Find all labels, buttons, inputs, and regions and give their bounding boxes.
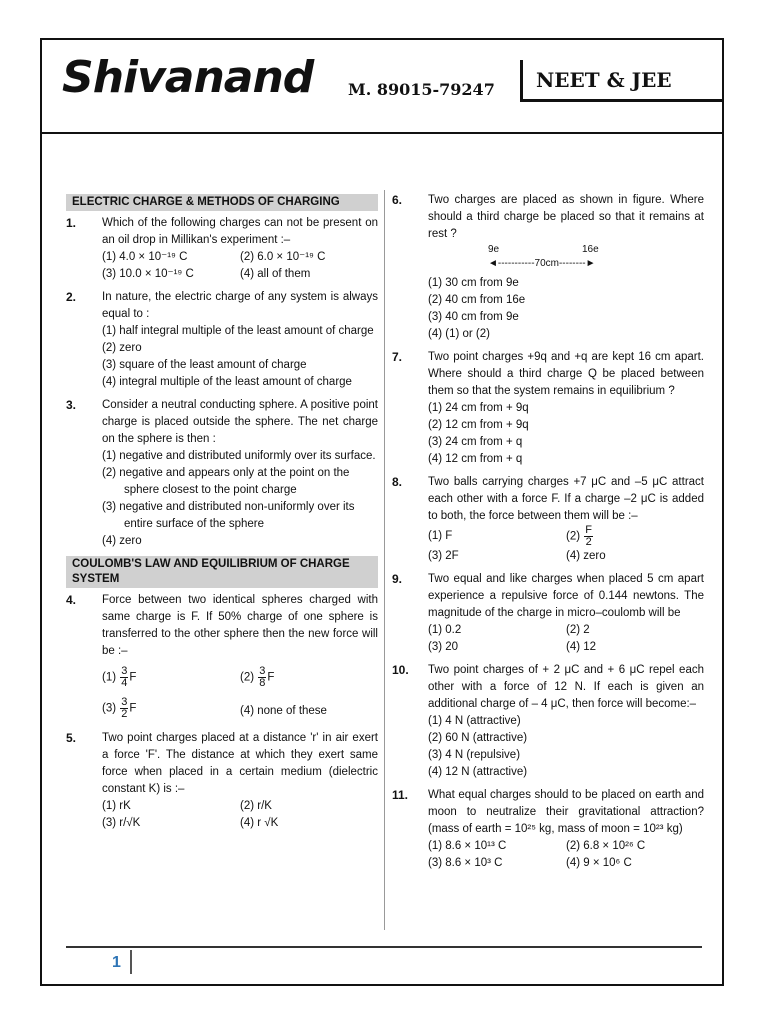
section-heading: ELECTRIC CHARGE & METHODS OF CHARGING [66,194,378,211]
option: (4) all of them [240,268,311,280]
option: (3) 24 cm from + q [428,436,523,448]
option: (3) 2F [428,550,459,562]
option: (1) 24 cm from + 9q [428,402,529,414]
option: (3) square of the least amount of charge [102,359,307,371]
question-6 [392,192,704,343]
question-3 [66,397,378,550]
fraction: $\frac{3}{2}$ [121,696,128,720]
question-text: Force between two identical spheres charged with same charge is F. If 50% charge of one sphere is transferred to the other sphere then the new force will be :– [102,594,378,657]
question-10 [392,662,704,781]
question-text: What equal charges should to be placed on earth and moon to neutralize their gravitational attraction? (mass of earth = 10²⁵ kg, mass of moon = 10²³ kg) [428,789,704,835]
section-heading: COULOMB'S LAW AND EQUILIBRIUM OF CHARGE SYSTEM [66,556,378,588]
option: (2) 60 N (attractive) [428,732,528,744]
option: (1) 30 cm from 9e [428,277,519,289]
option: (1) 4 N (attractive) [428,715,521,727]
option: (2) 40 cm from 16e [428,294,526,306]
question-number: 3. [66,398,77,412]
option: (1) 4.0 × 10⁻¹⁹ C [102,251,188,263]
question-text: Consider a neutral conducting sphere. A positive point charge is placed outside the sphere. The net charge on the sphere is then : [102,399,378,445]
option: (2) negative and appears only at the point on the sphere closest to the point charge [102,467,350,496]
question-text: Two balls carrying charges +7 μC and –5 μC attract each other with a force F. If a charge –2 μC is added to both, the force between them will be :– [428,476,704,522]
question-4 [66,592,378,720]
option: (2) $\frac{F}{2}$ [566,524,592,548]
figure-label: 16e [582,244,599,255]
question-11 [392,787,704,872]
distance-arrow: ◄-----------70cm--------► [488,258,596,269]
option: (1) F [428,530,453,542]
exam-title: NEET & JEE [536,68,672,92]
question-text: Two point charges +9q and +q are kept 16 cm apart. Where should a third charge Q be placed between them so that the system remains in equilibrium ? [428,351,704,397]
option: (4) r √K [240,817,279,829]
question-number: 6. [392,193,403,207]
option: (2) 6.0 × 10⁻¹⁹ C [240,251,326,263]
header-divider [42,132,722,134]
option: (4) 12 cm from + q [428,453,523,465]
option: (2) 2 [566,624,590,636]
option: (3) 8.6 × 10³ C [428,857,503,869]
charge-figure [488,241,608,271]
page-number-bar [130,950,132,974]
column-divider [384,190,385,930]
question-number: 9. [392,572,403,586]
option: (1) 0.2 [428,624,462,636]
option: (3) 10.0 × 10⁻¹⁹ C [102,268,194,280]
brand-logo: Shivanand [62,52,314,103]
option: (2) 12 cm from + 9q [428,419,529,431]
question-text: In nature, the electric charge of any system is always equal to : [102,291,378,320]
question-5 [66,730,378,832]
option: (2) r/K [240,800,272,812]
question-1 [66,215,378,283]
question-number: 1. [66,216,77,230]
footer-divider [66,946,702,948]
option: (1) rK [102,800,131,812]
option: (3) 40 cm from 9e [428,311,519,323]
fraction: $\frac{3}{4}$ [121,665,128,689]
question-text: Which of the following charges can not be present on an oil drop in Millikan's experiment :– [102,217,378,246]
right-column [392,192,704,878]
question-8 [392,474,704,565]
question-text: Two point charges of + 2 μC and + 6 μC repel each other with a force of 12 N. If each is given an additional charge of – 4 μC, then force will become:– [428,664,704,710]
question-7 [392,349,704,468]
option: (2) $\frac{3}{8}$ F [240,665,275,689]
option: (3) $\frac{3}{2}$ F [102,696,137,720]
option: (4) 12 N (attractive) [428,766,528,778]
question-number: 8. [392,475,403,489]
option: (1) half integral multiple of the least amount of charge [102,325,374,337]
option: (3) negative and distributed non-uniformly over its entire surface of the sphere [102,501,355,530]
option: (4) none of these [240,705,327,717]
fraction: $\frac{F}{2}$ [585,524,592,548]
question-number: 2. [66,290,77,304]
question-9 [392,571,704,656]
option: (4) zero [566,550,606,562]
question-number: 11. [392,788,409,802]
option: (1) 8.6 × 10¹³ C [428,840,507,852]
option: (2) zero [102,342,142,354]
option: (3) 4 N (repulsive) [428,749,521,761]
left-column [66,194,378,838]
page-number: 1 [112,954,121,971]
phone-number: M. 89015-79247 [348,80,495,99]
question-text: Two charges are placed as shown in figure. Where should a third charge be placed so that it remains at rest ? [428,194,704,240]
question-number: 4. [66,593,77,607]
question-2 [66,289,378,391]
option: (4) zero [102,535,142,547]
option: (4) (1) or (2) [428,328,490,340]
question-number: 7. [392,350,403,364]
option: (4) 12 [566,641,597,653]
question-number: 5. [66,731,77,745]
figure-label: 9e [488,244,500,255]
question-number: 10. [392,663,409,677]
option: (2) 6.8 × 10²⁶ C [566,840,646,852]
option: (1) negative and distributed uniformly over its surface. [102,450,376,462]
question-text: Two point charges placed at a distance 'r' in air exert a force 'F'. The distance at which they exert same force when placed in a certain medium (dielectric constant K) is :– [102,732,378,795]
option: (1) $\frac{3}{4}$ F [102,665,137,689]
question-text: Two equal and like charges when placed 5 cm apart experience a repulsive force of 0.144 newtons. The magnitude of the charge in micro–coulomb will be [428,573,704,619]
option: (3) r/√K [102,817,141,829]
fraction: $\frac{3}{8}$ [259,665,266,689]
option: (3) 20 [428,641,459,653]
option: (4) integral multiple of the least amount of charge [102,376,352,388]
option: (4) 9 × 10⁶ C [566,857,632,869]
